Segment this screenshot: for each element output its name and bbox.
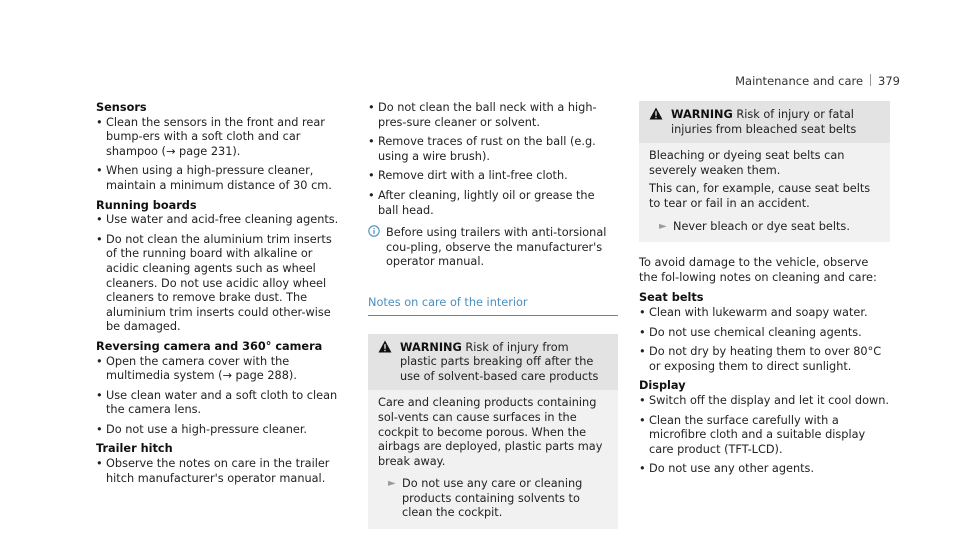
- heading-seat-belts: Seat belts: [639, 291, 704, 305]
- warning-text-1: Bleaching or dyeing seat belts can severely weaken them.: [649, 149, 845, 177]
- bullet: •: [96, 422, 103, 436]
- warning-header: [368, 334, 618, 391]
- heading-running-boards: Running boards: [96, 198, 197, 212]
- bullet: •: [368, 101, 375, 114]
- heading-trailer-hitch: Trailer hitch: [96, 442, 173, 456]
- list-item: • Clean the surface carefully with a microfibre cloth and a suitable display care product (TFT-LCD).: [639, 413, 866, 456]
- warning-heading: Risk of injury from plastic parts breaking off after the use of solvent-based care products: [400, 340, 599, 383]
- warning-triangle-icon: [378, 340, 392, 358]
- list-item: • When using a high-pressure cleaner, maintain a minimum distance of 30 cm.: [96, 164, 332, 192]
- list-item: • Use clean water and a soft cloth to clean the camera lens.: [96, 388, 338, 417]
- bullet: •: [639, 462, 646, 476]
- info-note: [368, 226, 618, 270]
- column-3: [639, 101, 890, 482]
- list-running-boards: [96, 213, 346, 335]
- warning-triangle-icon: [649, 107, 663, 125]
- bullet: •: [368, 188, 375, 202]
- list-item: • Do not clean the aluminium trim inserts of the running board with alkaline or acidic cleaning agents such as wheel cleaners. Do not use acidic alloy wheel cleaners to remove brake dust. The aluminium trim inserts could other-wise be damaged.: [96, 232, 332, 334]
- bullet: •: [96, 457, 103, 471]
- header-section: Maintenance and care: [735, 74, 864, 88]
- heading-display: Display: [639, 379, 686, 393]
- warning-label: WARNING: [400, 340, 462, 354]
- list-ball-neck: [368, 101, 618, 218]
- list-item: • Remove dirt with a lint-free cloth.: [368, 169, 568, 183]
- warning-header: [639, 101, 890, 143]
- list-item: • Remove traces of rust on the ball (e.g. using a wire brush).: [368, 135, 596, 163]
- column-2: [368, 101, 618, 529]
- bullet: •: [96, 115, 103, 129]
- header-divider: [870, 74, 871, 86]
- list-item: • Switch off the display and let it cool down.: [639, 393, 890, 407]
- section-title-interior: Notes on care of the interior: [368, 296, 618, 316]
- arrow-right-icon: ►: [388, 478, 396, 490]
- warning-body: [639, 143, 890, 242]
- warning-label: WARNING: [671, 108, 733, 121]
- list-item: • Open the camera cover with the multimedia system (→ page 288).: [96, 354, 297, 383]
- bullet: •: [96, 232, 103, 246]
- list-camera: [96, 355, 346, 438]
- warning-action: ► Do not use any care or cleaning products containing solvents to clean the cockpit.: [388, 477, 583, 520]
- list-item: • Do not clean the ball neck with a high-pres-sure cleaner or solvent.: [368, 101, 597, 129]
- bullet: •: [96, 213, 103, 227]
- bullet: •: [639, 305, 646, 319]
- bullet: •: [96, 388, 103, 402]
- bullet: •: [639, 345, 646, 359]
- page-number: 379: [878, 74, 900, 88]
- warning-heading: Risk of injury or fatal injuries from bleached seat belts: [671, 108, 857, 136]
- list-display: [639, 394, 890, 477]
- list-sensors: [96, 116, 346, 194]
- list-item: • Use water and acid-free cleaning agents.: [96, 213, 339, 227]
- warning-action: ► Never bleach or dye seat belts.: [659, 219, 850, 233]
- bullet: •: [368, 169, 375, 183]
- list-item: • After cleaning, lightly oil or grease the ball head.: [368, 188, 595, 217]
- bullet: •: [639, 325, 646, 339]
- info-icon: [368, 225, 380, 241]
- list-trailer-hitch: [96, 457, 346, 486]
- bullet: •: [96, 354, 103, 368]
- warning-box-seat-belts: [639, 101, 890, 242]
- warning-body: [368, 390, 618, 529]
- bullet: •: [96, 164, 103, 178]
- list-item: • Clean the sensors in the front and rear bump-ers with a soft cloth and car shampoo (→ page 231).: [96, 115, 325, 158]
- list-item: • Observe the notes on care in the trailer hitch manufacturer's operator manual.: [96, 457, 330, 485]
- list-item: • Do not dry by heating them to over 80°C or exposing them to direct sunlight.: [639, 345, 882, 373]
- heading-camera: Reversing camera and 360° camera: [96, 339, 323, 353]
- bullet: •: [639, 413, 646, 427]
- list-item: • Do not use any other agents.: [639, 462, 815, 476]
- warning-box-solvents: [368, 334, 618, 530]
- bullet: •: [639, 393, 646, 407]
- list-item: • Do not use a high-pressure cleaner.: [96, 422, 308, 436]
- arrow-right-icon: ►: [659, 220, 667, 232]
- column-1: [96, 101, 346, 491]
- list-item: • Do not use chemical cleaning agents.: [639, 325, 862, 339]
- list-seat-belts: [639, 306, 890, 374]
- list-item: • Clean with lukewarm and soapy water.: [639, 305, 868, 319]
- heading-sensors: Sensors: [96, 101, 147, 114]
- page-header: [735, 74, 900, 89]
- info-note-text: Before using trailers with anti-torsional cou-pling, observe the manufacturer's operator manual.: [386, 226, 607, 269]
- warning-text: Care and cleaning products containing sol-vents can cause surfaces in the cockpit to become porous. When the airbags are deployed, plastic parts may break away.: [378, 396, 603, 468]
- intro-text: To avoid damage to the vehicle, observe the fol-lowing notes on cleaning and care:: [639, 256, 877, 284]
- warning-text-2: This can, for example, cause seat belts to tear or fail in an accident.: [649, 182, 871, 210]
- bullet: •: [368, 135, 375, 149]
